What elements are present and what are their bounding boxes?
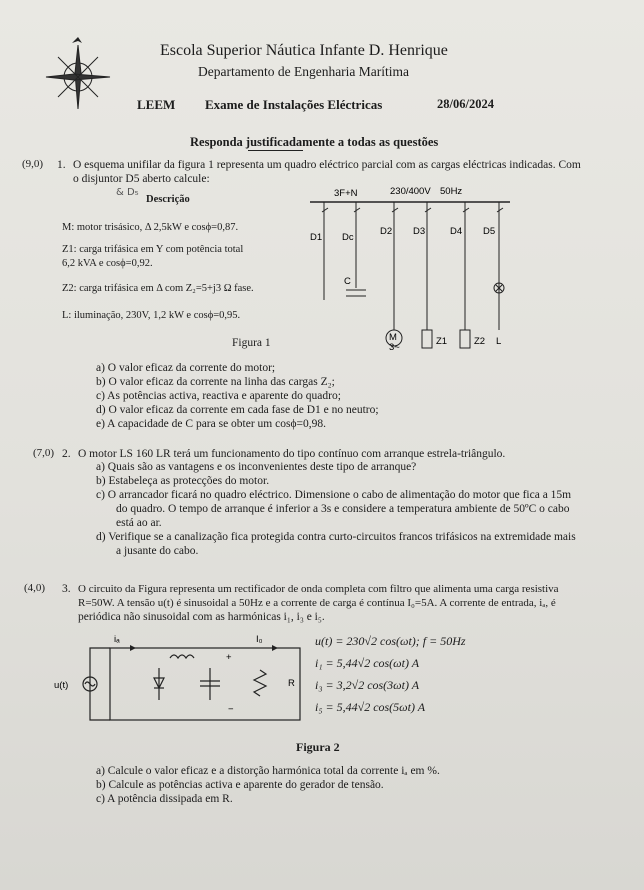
instruction: Responda justificadamente a todas as questões	[190, 135, 439, 149]
equation-i3: i₃ = 3,2√2 cos(3ωt) A	[315, 678, 420, 692]
capacitor-label: C	[344, 276, 351, 287]
load-z1-line1: Z1: carga trifásica em Y com potência total	[62, 244, 244, 255]
breaker-dc: Dc	[342, 232, 354, 243]
q3-text-line1: O circuito da Figura representa um rectificador de onda completa com filtro que alimenta uma carga resistiva	[78, 583, 559, 595]
figure2-rectifier-circuit	[50, 628, 310, 728]
supply-label: 3F+N	[334, 188, 358, 199]
q2-number: 2.	[62, 448, 71, 460]
q3-points: (4,0)	[24, 582, 46, 594]
source-label: u(t)	[54, 680, 69, 691]
breaker-d5: D5	[483, 226, 496, 237]
q1-number: 1.	[57, 159, 66, 171]
q2-item-d-line2: a jusante do cabo.	[116, 545, 199, 557]
q1-item-e: e) A capacidade de C para se obter um cosϕ=0,98.	[96, 418, 326, 430]
load-current-label: I₀	[256, 634, 263, 645]
q2-item-b: b) Estabeleça as protecções do motor.	[96, 475, 270, 487]
q2-item-a: a) Quais são as vantagens e os inconvenientes deste tipo de arranque?	[96, 461, 417, 473]
load-motor: M: motor trisásico, Δ 2,5kW e cosϕ=0,87.	[62, 222, 239, 233]
q2-points: (7,0)	[33, 447, 55, 459]
voltage-label: 230/400V	[390, 186, 431, 197]
q3-item-a: a) Calcule o valor eficaz e a distorção harmónica total da corrente iₐ em %.	[96, 765, 440, 777]
q1-text-line2: o disjuntor D5 aberto calcule:	[73, 173, 210, 185]
q2-item-c-line1: c) O arrancador ficará no quadro eléctrico. Dimensione o cabo de alimentação do motor que fica a 15m	[96, 489, 572, 501]
lamp-label: L	[496, 336, 502, 347]
q2-text: O motor LS 160 LR terá um funcionamento do tipo contínuo com arranque estrela-triângulo.	[78, 448, 506, 460]
load-z2: Z2: carga trifásica em Δ com Z₂=5+j3 Ω fase.	[62, 283, 254, 294]
motor-label: M	[389, 332, 397, 343]
z1-label: Z1	[436, 336, 448, 347]
figure2-caption: Figura 2	[296, 740, 340, 754]
q1-item-d: d) O valor eficaz da corrente em cada fase de D1 e no neutro;	[96, 404, 379, 416]
q2-item-d-line1: d) Verifique se a canalização fica protegida contra curto-circuitos francos trifásicos na extremidade mais	[96, 531, 576, 543]
breaker-d1: D1	[310, 232, 323, 243]
course-code: LEEM	[137, 97, 176, 112]
figure1-caption: Figura 1	[232, 337, 271, 349]
school-name: Escola Superior Náutica Infante D. Henrique	[160, 42, 448, 59]
q3-item-c: c) A potência dissipada em R.	[96, 793, 233, 805]
handwritten-note: & D₅	[116, 187, 139, 198]
q3-text-line3: periódica não sinusoidal com as harmónicas i₁, i₃ e i₅.	[78, 611, 325, 623]
load-lighting: L: iluminação, 230V, 1,2 kW e cosϕ=0,95.	[62, 310, 241, 321]
load-z1-line2: 6,2 kVA e cosϕ=0,92.	[62, 258, 153, 269]
equation-i5: i₅ = 5,44√2 cos(5ωt) A	[315, 700, 426, 714]
breaker-d2: D2	[380, 226, 393, 237]
breaker-d3: D3	[413, 226, 426, 237]
input-current-label: iₐ	[114, 634, 120, 645]
exam-title: Exame de Instalações Eléctricas	[205, 97, 383, 112]
q2-item-c-line2: do quadro. O tempo de arranque é inferior a 3s e considere a temperatura ambiente de 50ºC o cabo	[116, 503, 570, 515]
q3-text-line2: R=50W. A tensão u(t) é sinusoidal a 50Hz e a corrente de carga é contínua I₀=5A. A corrente de entrada, iₐ, é	[78, 597, 556, 609]
plus-sign: +	[226, 652, 232, 663]
equation-i1: i₁ = 5,44√2 cos(ωt) A	[315, 656, 420, 670]
breaker-d4: D4	[450, 226, 463, 237]
q3-item-b: b) Calcule as potências activa e aparente do gerador de tensão.	[96, 779, 384, 791]
instruction-underline	[248, 150, 303, 151]
exam-date: 28/06/2024	[437, 97, 494, 111]
compass-rose-logo	[40, 35, 120, 115]
q1-item-c: c) As potências activa, reactiva e aparente do quadro;	[96, 390, 341, 402]
department-name: Departamento de Engenharia Marítima	[198, 64, 410, 79]
equation-voltage: u(t) = 230√2 cos(ωt); f = 50Hz	[315, 634, 466, 648]
resistor-label: R	[288, 678, 295, 689]
q2-item-c-line3: está ao ar.	[116, 517, 162, 529]
q3-number: 3.	[62, 583, 71, 595]
z2-label: Z2	[474, 336, 486, 347]
figure1-single-line-diagram	[300, 180, 530, 360]
q1-item-b: b) O valor eficaz da corrente na linha das cargas Z₂;	[96, 376, 335, 388]
description-title: Descrição	[146, 194, 190, 205]
q1-points: (9,0)	[22, 158, 44, 170]
q1-text-line1: O esquema unifilar da figura 1 representa um quadro eléctrico parcial com as cargas eléctricas indicadas. Com	[73, 159, 581, 171]
q1-item-a: a) O valor eficaz da corrente do motor;	[96, 362, 276, 374]
frequency-label: 50Hz	[440, 186, 463, 197]
minus-sign: −	[228, 704, 234, 715]
motor-phase-label: 3~	[389, 342, 400, 353]
